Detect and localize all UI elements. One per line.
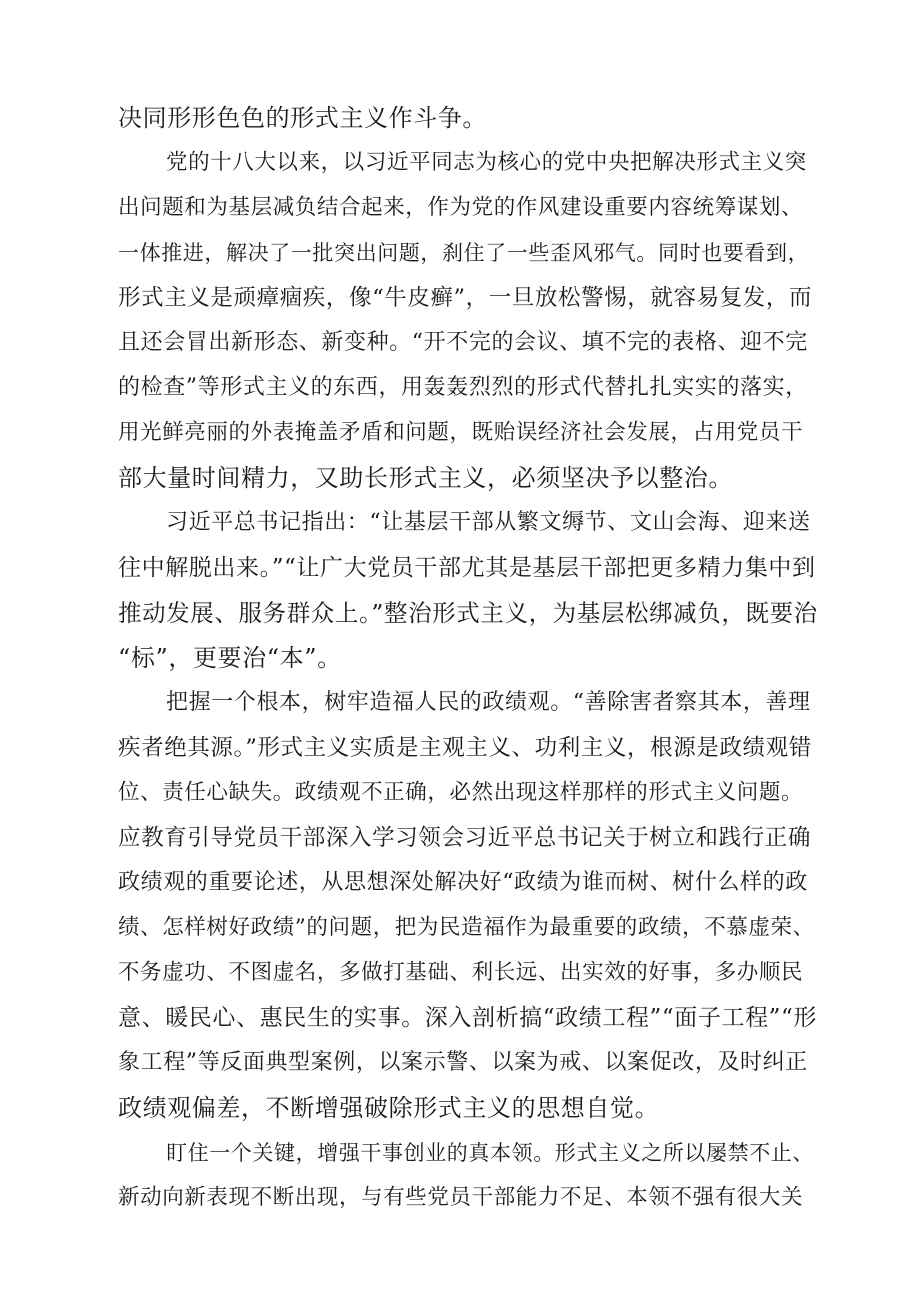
- paragraph-start: 盯住一个关键，增强干事创业的真本领。形式主义之所以屡禁不止、: [166, 1141, 814, 1165]
- text-line: 应教育引导党员干部深入学习领会习近平总书记关于树立和践行正确: [118, 825, 812, 851]
- paragraph-start: 党的十八大以来，以习近平同志为核心的党中央把解决形式主义突: [166, 150, 807, 175]
- paragraph-start: 习近平总书记指出：“让基层干部从繁文缛节、文山会海、迎来送: [166, 510, 811, 535]
- text-line: 的检查”等形式主义的东西，用轰轰烈烈的形式代替扎扎实实的落实，: [118, 375, 808, 400]
- text-line: 且还会冒出新形态、新变种。“开不完的会议、填不完的表格、迎不完: [118, 330, 808, 355]
- text-line: 位、责任心缺失。政绩观不正确，必然出现这样那样的形式主义问题。: [118, 780, 804, 805]
- text-line: 部大量时间精力，又助长形式主义，必须坚决予以整治。: [118, 464, 733, 492]
- text-line: 政绩观偏差，不断增强破除形式主义的思想自觉。: [118, 1094, 660, 1122]
- text-line: 出问题和为基层减负结合起来，作为党的作风建设重要内容统筹谋划、: [118, 195, 804, 220]
- text-line: 推动发展、服务群众上。”整治形式主义，为基层松绑减负，既要治: [118, 599, 818, 627]
- text-line: 新动向新表现不断出现，与有些党员干部能力不足、本领不强有很大关: [118, 1185, 804, 1210]
- text-line: 象工程”等反面典型案例，以案示警、以案为戒、以案促改，及时纠正: [118, 1050, 808, 1075]
- text-line: 绩、怎样树好政绩”的问题，把为民造福作为最重要的政绩，不慕虚荣、: [118, 915, 815, 940]
- text-line: “标”，更要治“本”。: [118, 644, 342, 672]
- text-line: 往中解脱出来。”“让广大党员干部尤其是基层干部把更多精力集中到: [118, 555, 816, 581]
- text-line: 不务虚功、不图虚名，多做打基础、利长远、出实效的好事，多办顺民: [118, 960, 804, 985]
- text-line: 决同形形色色的形式主义作斗争。: [118, 104, 487, 132]
- text-line: 一体推进，解决了一批突出问题，刹住了一些歪风邪气。同时也要看到，: [118, 241, 810, 265]
- paragraph-start: 把握一个根本，树牢造福人民的政绩观。“善除害者察其本，善理: [166, 690, 811, 715]
- text-line: 政绩观的重要论述，从思想深处解决好“政绩为谁而树、树什么样的政: [118, 870, 808, 895]
- text-line: 疾者绝其源。”形式主义实质是主观主义、功利主义，根源是政绩观错: [118, 735, 812, 761]
- text-line: 形式主义是顽瘴痼疾，像“牛皮癣”，一旦放松警惕，就容易复发，而: [118, 285, 813, 311]
- text-line: 用光鲜亮丽的外表掩盖矛盾和问题，既贻误经济社会发展，占用党员干: [118, 420, 804, 445]
- text-line: 意、暖民心、惠民生的实事。深入剖析搞“政绩工程”“面子工程”“形: [118, 1005, 817, 1031]
